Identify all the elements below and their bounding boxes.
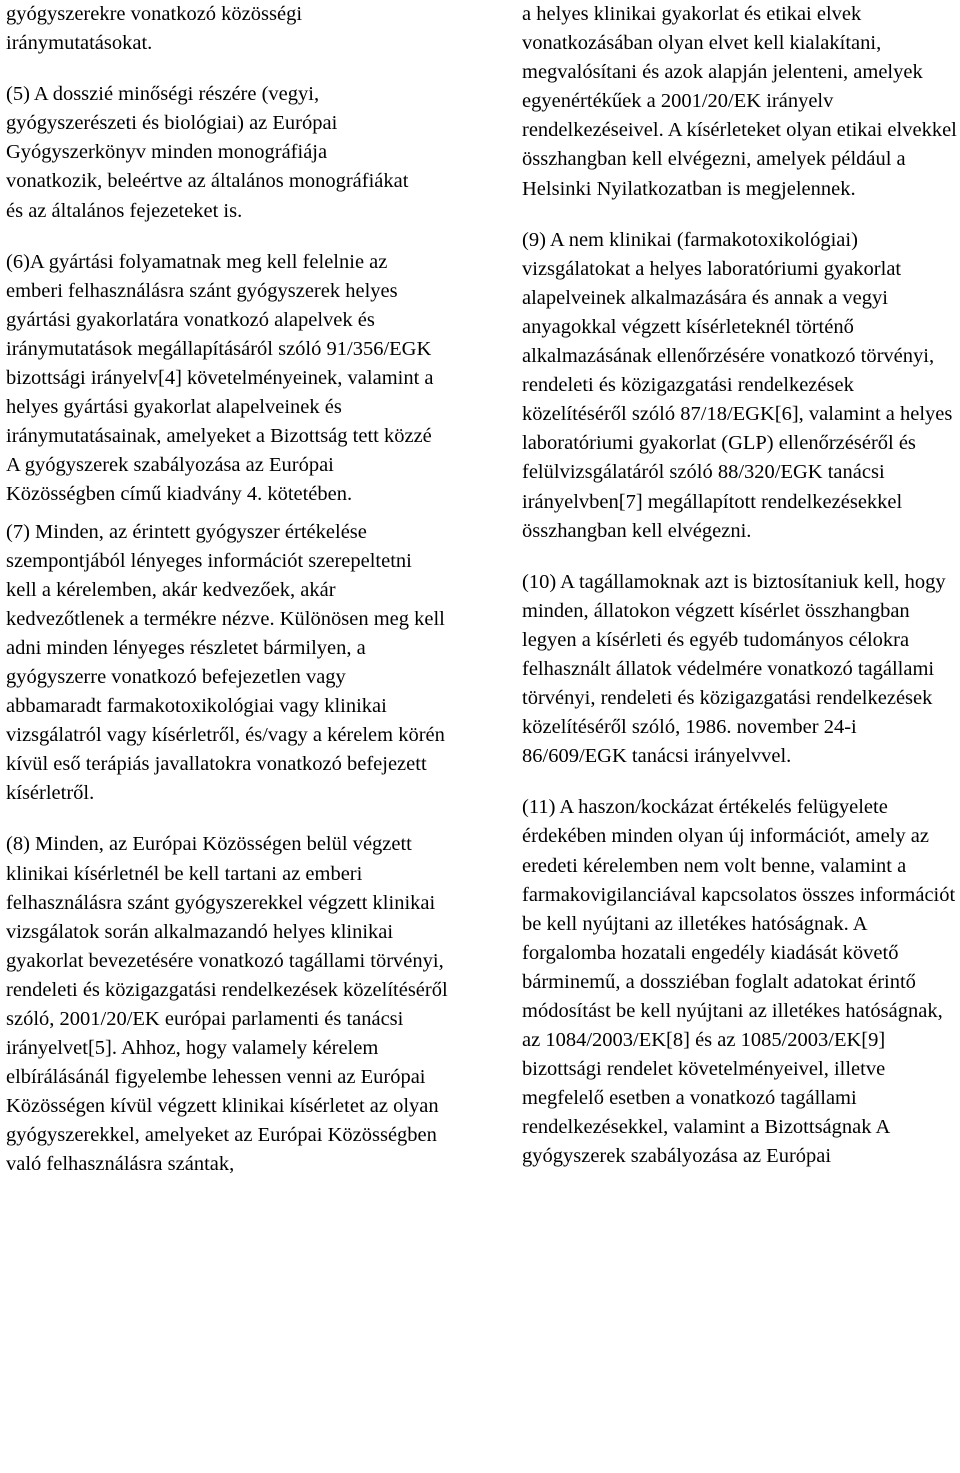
- paragraph-8-continuation: a helyes klinikai gyakorlat és etikai elvek vonatkozásában olyan elvet kell kialakítani, megvalósítani és azok alapján jelenteni, amelyek egyenértékűek a 2001/20/EK irányelv rendelkezéseivel. A kísérleteket olyan etikai elvekkel összhangban kell elvégezni, amelyek például a Helsinki Nyilatkozatban is megjelennek.: [522, 3, 957, 200]
- paragraph-9: (9) A nem klinikai (farmakotoxikológiai) vizsgálatokat a helyes laboratóriumi gyakorlat alapelveinek alkalmazására és annak a vegyi anyagokkal végzett kísérleteknél történő alkalmazásának ellenőrzésére vonatkozó törvényi, rendeleti és közigazgatási rendelkezések közelítéséről szóló 87/18/EGK[6], valamint a helyes laboratóriumi gyakorlat (GLP) ellenőrzéséről és felülvizsgálatáról szóló 88/320/EGK tanácsi irányelvben[7] megállapított rendelkezésekkel összhangban kell elvégezni.: [522, 228, 953, 542]
- paragraph-continuation: gyógyszerekre vonatkozó közösségi iránymutatásokat.: [6, 3, 303, 55]
- paragraph-11: (11) A haszon/kockázat értékelés felügyelete érdekében minden olyan új információt, amely az eredeti kérelemben nem volt benne, valamint a farmakovigilanciával kapcsolatos összes információt be kell nyújtani az illetékes hatóságnak. A forgalomba hozatali engedély kiadását követő bárminemű, a dossziéban foglalt adatokat érintő módosítást be kell nyújtani az illetékes hatóságnak, az 1084/2003/EK[8] és az 1085/2003/EK[9] bizottsági rendelet követelményeivel, illetve megfelelő esetben a vonatkozó tagállami rendelkezésekkel, valamint a Bizottságnak A gyógyszerek szabályozása az Európai: [522, 796, 956, 1168]
- paragraph-8: (8) Minden, az Európai Közösségen belül végzett klinikai kísérletnél be kell tartani az emberi felhasználásra szánt gyógyszerekkel végzett klinikai vizsgálatok során alkalmazandó helyes klinikai gyakorlat bevezetésére vonatkozó tagállami törvényi, rendeleti és közigazgatási rendelkezések közelítéséről szóló, 2001/20/EK európai parlamenti és tanácsi irányelvet[5]. Ahhoz, hogy valamely kérelem elbírálásánál figyelembe lehessen venni az Európai Közösségen kívül végzett klinikai kísérletet az olyan gyógyszerekkel, amelyeket az Európai Közösségben való felhasználásra szántak,: [6, 833, 448, 1176]
- right-column: [522, 0, 958, 1172]
- paragraph-10: (10) A tagállamoknak azt is biztosítaniuk kell, hogy minden, állatokon végzett kísérlet összhangban legyen a kísérleti és egyéb tudományos célokra felhasznált állatok védelmére vonatkozó tagállami törvényi, rendeleti és közigazgatási rendelkezések közelítéséről szóló, 1986. november 24-i 86/609/EGK tanácsi irányelvvel.: [522, 570, 946, 768]
- paragraph-5: (5) A dosszié minőségi részére (vegyi, gyógyszerészeti és biológiai) az Európai Gyógyszerkönyv minden monográfiája vonatkozik, beleértve az általános monográfiákat és az általános fejezeteket is.: [6, 83, 409, 222]
- paragraph-6: (6)A gyártási folyamatnak meg kell felelnie az emberi felhasználásra szánt gyógyszerek helyes gyártási gyakorlatára vonatkozó alapelvek és iránymutatások megállapításáról szóló 91/356/EGK bizottsági irányelv[4] követelményeinek, valamint a helyes gyártási gyakorlat alapelveinek és iránymutatásainak, amelyeket a Bizottság tett közzé A gyógyszerek szabályozása az Európai Közösségben című kiadvány 4. kötetében.: [6, 250, 434, 506]
- paragraph-7: (7) Minden, az érintett gyógyszer értékelése szempontjából lényeges információt szerepeltetni kell a kérelemben, akár kedvezőek, akár kedvezőtlenek a termékre nézve. Különösen meg kell adni minden lényeges részletet bármilyen, a gyógyszerre vonatkozó befejezetlen vagy abbamaradt farmakotoxikológiai vagy klinikai vizsgálatról vagy kísérletről, és/vagy a kérelem körén kívül eső terápiás javallatokra vonatkozó befejezett kísérletről.: [6, 520, 445, 805]
- left-column: [6, 0, 451, 1180]
